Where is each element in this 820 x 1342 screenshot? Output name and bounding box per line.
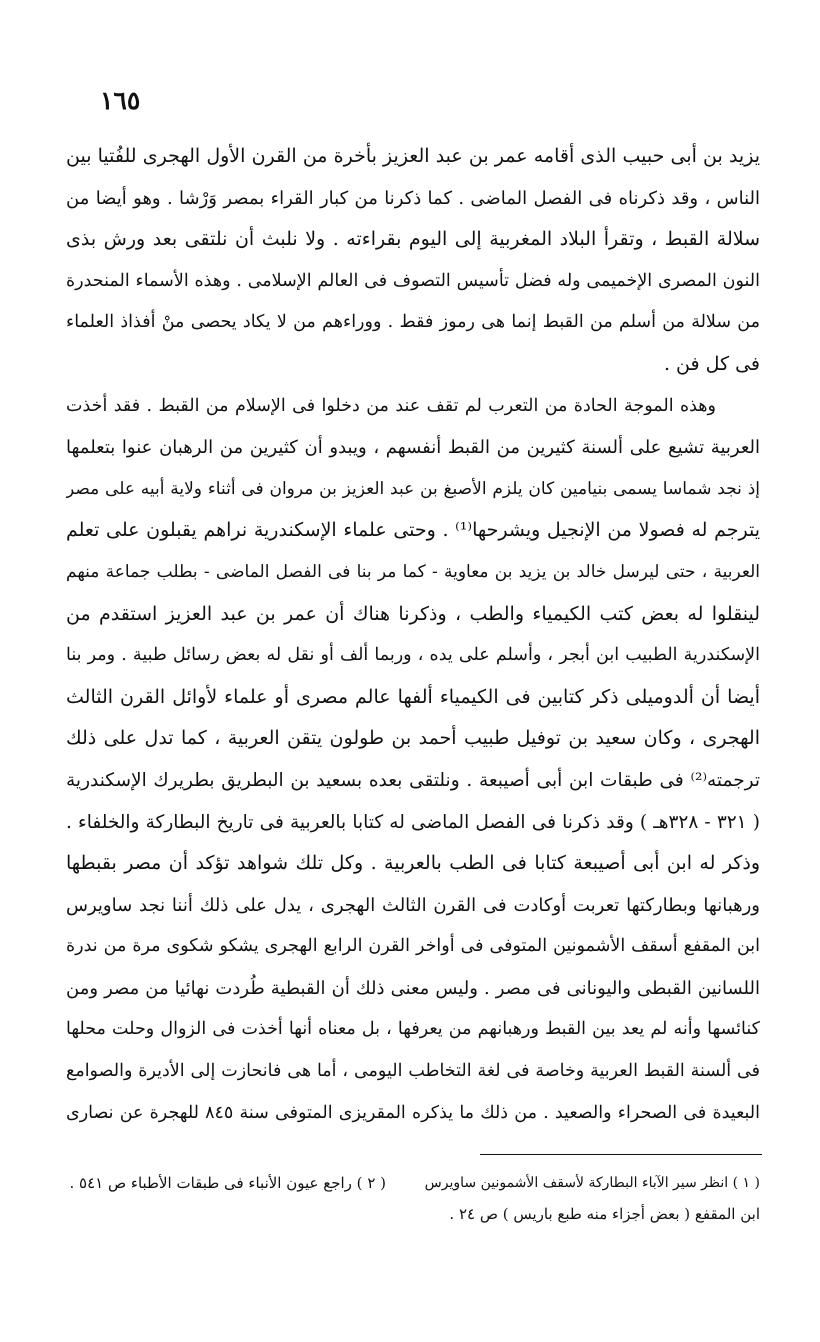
body-text xyxy=(66,136,760,1134)
text-line: فى ألسنة القبط العربية وخاصة فى لغة التخاطب اليومى ، أما هى فانحازت إلى الأديرة والصوامع xyxy=(66,1061,760,1082)
text-line: أيضا أن ألدوميلى ذكر كتابين فى الكيمياء ألفها عالم مصرى أو علماء لأوائل القرن الثالث xyxy=(66,685,760,708)
text-line: سلالة القبط ، وتقرأ البلاد المغربية إلى اليوم بقراءته . ولا نلبث أن نلتقى بعد ورش بذى xyxy=(66,228,760,251)
text-line: وهذه الموجة الحادة من التعرب لم تقف عند من دخلوا فى الإسلام من القبط . فقد أخذت xyxy=(66,395,716,416)
footnote-1 xyxy=(420,1168,760,1230)
footnote-2 xyxy=(66,1168,386,1199)
text-line: العربية ، حتى ليرسل خالد بن يزيد بن معاوية - كما مر بنا فى الفصل الماضى - بطلب جماعة منهم xyxy=(66,561,760,582)
text-line: العربية تشيع على ألسنة كثيرين من القبط أنفسهم ، ويبدو أن كثيرين من الرهبان عنوا بتعلمها xyxy=(66,437,760,459)
text-line: وذكر له ابن أبى أصيبعة كتابا فى الطب بالعربية . وكل تلك شواهد تؤكد أن مصر بقبطها xyxy=(66,852,760,875)
footnote-1-line-2: ابن المقفع ( بعض أجزاء منه طبع باريس ) ص ٢٤ . xyxy=(449,1205,760,1223)
text-line: الهجرى ، وكان سعيد بن توفيل طبيب أحمد بن طولون يتقن العربية ، كما تدل على ذلك xyxy=(66,727,760,750)
paragraph-1 xyxy=(66,136,760,386)
text-line: لينقلوا له بعض كتب الكيمياء والطب ، وذكرنا هناك أن عمر بن عبد العزيز استقدم من xyxy=(66,602,760,625)
text-line: ابن المقفع أسقف الأشمونين المتوفى فى أواخر القرن الرابع الهجرى يشكو شكوى مرة من ندرة xyxy=(66,936,760,957)
text-line: النون المصرى الإخميمى وله فضل تأسيس التصوف فى العالم الإسلامى . وهذه الأسماء المنحدرة xyxy=(66,270,760,291)
text-line: إذ نجد شماسا يسمى بنيامين كان يلزم الأصبغ بن عبد العزيز بن مروان فى أثناء ولاية أبيه على مصر xyxy=(66,478,760,499)
footnote-separator xyxy=(480,1154,762,1155)
footnote-2-line-1: ( ٢ ) راجع عيون الأنباء فى طبقات الأطباء ص ٥٤١ . xyxy=(69,1174,386,1192)
text-line: الإسكندرية الطبيب ابن أبجر ، وأسلم على يده ، وربما ألف أو نقل له بعض رسائل طبية . ومر بنا xyxy=(66,645,760,666)
page-number: ١٦٥ xyxy=(100,86,141,115)
text-line: البعيدة فى الصحراء والصعيد . من ذلك ما يذكره المقريزى المتوفى سنة ٨٤٥ للهجرة عن نصارى xyxy=(66,1102,760,1123)
text-line: يزيد بن أبى حبيب الذى أقامه عمر بن عبد العزيز بأخرة من القرن الأول الهجرى للفُتيا بين xyxy=(66,145,760,167)
text-line: الناس ، وقد ذكرناه فى الفصل الماضى . كما ذكرنا من كبار القراء بمصر وَرْشا . وهو أيضا من xyxy=(66,187,760,209)
paragraph-2 xyxy=(66,386,760,1135)
text-line: ورهبانها وبطاركتها تعربت أوكادت فى القرن الثالث الهجرى ، يدل على ذلك أننا نجد ساويرس xyxy=(66,894,760,916)
text-line: ( ٣٢١ - ٣٢٨هـ ) وقد ذكرنا فى الفصل الماضى له كتابا بالعربية فى تاريخ البطاركة والخلفاء . xyxy=(66,811,760,833)
text-line: اللسانين القبطى واليونانى فى مصر . وليس معنى ذلك أن القبطية طُردت نهائيا من مصر ومن xyxy=(66,977,760,999)
text-line: فى كل فن . xyxy=(663,352,760,375)
footnote-1-line-1: ( ١ ) انظر سير الآباء البطاركة لأسقف الأشمونين ساويرس xyxy=(424,1175,760,1191)
text-line: يترجم له فصولا من الإنجيل ويشرحها⁽¹⁾ . وحتى علماء الإسكندرية نراهم يقبلون على تعلم xyxy=(66,519,760,542)
text-line: ترجمته⁽²⁾ فى طبقات ابن أبى أصيبعة . ونلتقى بعده بسعيد بن البطريق بطريرك الإسكندرية xyxy=(66,769,760,791)
text-line: كنائسها وأنه لم يعد بين القبط ورهبانهم من يعرفها ، بل معناه أنها أخذت فى الزوال وحلت محلها xyxy=(66,1019,760,1040)
text-line: من سلالة من أسلم من القبط إنما هى رموز فقط . ووراءهم من لا يكاد يحصى منْ أفذاذ العلماء xyxy=(66,312,760,333)
